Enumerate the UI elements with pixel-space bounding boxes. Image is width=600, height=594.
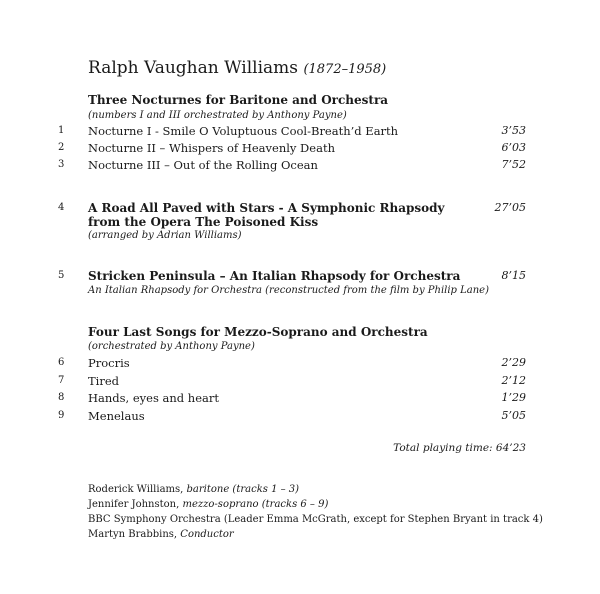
track-title: Menelaus (88, 409, 145, 423)
total-playing-time: Total playing time: 64’23 (393, 442, 526, 454)
performer-role: Conductor (180, 529, 234, 540)
track-title: Tired (88, 374, 120, 388)
track-time: 27’05 (494, 201, 526, 214)
composer-name: Ralph Vaughan Williams (88, 58, 299, 78)
work-title-stricken: Stricken Peninsula – An Italian Rhapsody for Orchestra (88, 269, 461, 283)
track-number: 1 (58, 125, 65, 136)
track-time: 7’52 (501, 158, 526, 171)
composer-heading (88, 58, 386, 78)
work-note-road: (arranged by Adrian Williams) (88, 230, 242, 241)
track-time: 6’03 (501, 141, 526, 154)
track-row (0, 141, 600, 157)
composer-dates: (1872–1958) (303, 62, 387, 77)
performer-name: BBC Symphony Orchestra (Leader Emma McGrath, except for Stephen Bryant in track 4) (88, 514, 543, 525)
track-number: 6 (58, 357, 65, 368)
performer-role: baritone (tracks 1 – 3) (186, 484, 300, 495)
track-row (0, 158, 600, 174)
track-row (0, 409, 600, 425)
track-time: 3’53 (501, 124, 526, 137)
performer-name: Jennifer Johnston, (88, 499, 183, 510)
performer-line (88, 484, 299, 495)
track-number: 9 (58, 410, 65, 421)
track-time: 2’29 (501, 356, 526, 369)
track-number: 3 (58, 159, 65, 170)
track-number: 2 (58, 142, 65, 153)
track-row (0, 269, 600, 285)
track-time: 2’12 (501, 374, 526, 387)
track-time: 5’05 (501, 409, 526, 422)
work-title-nocturnes: Three Nocturnes for Baritone and Orchestra (88, 93, 389, 107)
work-title-road-line2: from the Opera The Poisoned Kiss (88, 215, 319, 229)
track-number: 4 (58, 202, 65, 213)
performer-name: Martyn Brabbins, (88, 529, 181, 540)
work-note-four-songs: (orchestrated by Anthony Payne) (88, 341, 255, 352)
work-title-four-songs: Four Last Songs for Mezzo-Soprano and Orchestra (88, 325, 428, 339)
track-title: Nocturne I - Smile O Voluptuous Cool-Breath’d Earth (88, 124, 399, 138)
track-number: 5 (58, 270, 65, 281)
track-row (0, 374, 600, 390)
track-row (0, 391, 600, 407)
track-row (0, 356, 600, 372)
performer-line (88, 499, 328, 510)
track-title: Nocturne II – Whispers of Heavenly Death (88, 141, 335, 155)
performer-role: mezzo-soprano (tracks 6 – 9) (182, 499, 329, 510)
work-note-stricken: An Italian Rhapsody for Orchestra (reconstructed from the film by Philip Lane) (88, 285, 489, 296)
work-title-road: A Road All Paved with Stars - A Symphonic Rhapsody (88, 201, 445, 215)
work-note-nocturnes: (numbers I and III orchestrated by Anthony Payne) (88, 110, 347, 121)
track-row (0, 124, 600, 140)
performer-line (88, 529, 234, 540)
track-title: Nocturne III – Out of the Rolling Ocean (88, 158, 318, 172)
performer-name: Roderick Williams, (88, 484, 187, 495)
performer-line (88, 514, 543, 525)
track-time: 8’15 (501, 269, 526, 282)
track-number: 7 (58, 375, 65, 386)
track-number: 8 (58, 392, 65, 403)
track-title: Procris (88, 356, 130, 370)
track-title: Hands, eyes and heart (88, 391, 219, 405)
track-time: 1’29 (501, 391, 526, 404)
